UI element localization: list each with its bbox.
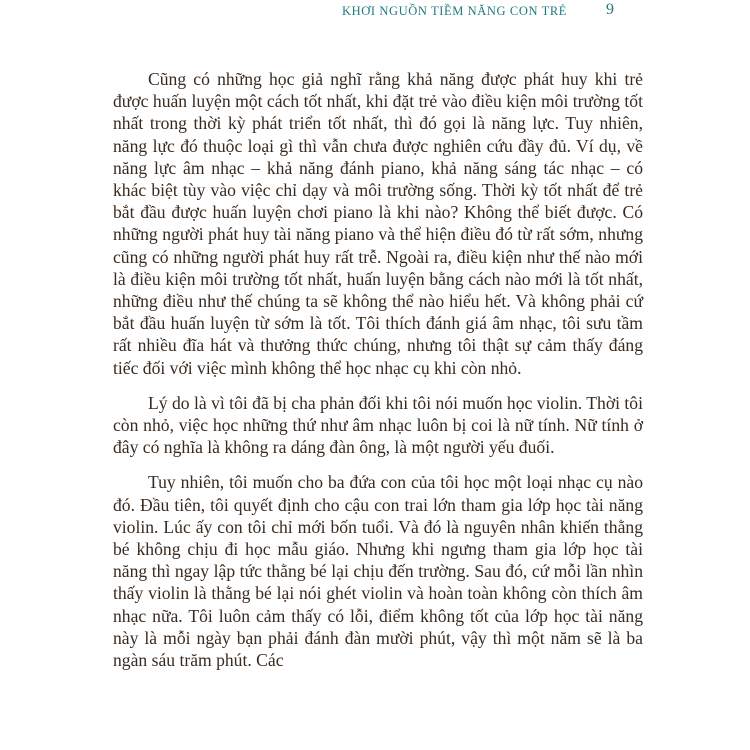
- page-number: 9: [606, 1, 614, 18]
- paragraph: Lý do là vì tôi đã bị cha phản đối khi tôi nói muốn học violin. Thời tôi còn nhỏ, việc học những thứ như âm nhạc luôn bị coi là nữ tính. Nữ tính ở đây có nghĩa là không ra dáng đàn ông, là một người yếu đuối.: [113, 392, 643, 458]
- running-title: KHƠI NGUỒN TIỀM NĂNG CON TRẺ: [342, 4, 568, 18]
- body-text: [113, 68, 643, 684]
- paragraph: Tuy nhiên, tôi muốn cho ba đứa con của tôi học một loại nhạc cụ nào đó. Đầu tiên, tôi quyết định cho cậu con trai lớn tham gia lớp học tài năng violin. Lúc ấy con tôi chỉ mới bốn tuổi. Và đó là nguyên nhân khiến thằng bé không chịu đi học mẫu giáo. Nhưng khi ngưng tham gia lớp học tài năng thì ngay lập tức thằng bé lại chịu đến trường. Sau đó, cứ mỗi lần nhìn thấy violin là thằng bé lại nói ghét violin và hoàn toàn không còn thích âm nhạc nữa. Tôi luôn cảm thấy có lỗi, điểm không tốt của lớp học tài năng này là mỗi ngày bạn phải đánh đàn mười phút, vậy thì một năm sẽ là ba ngàn sáu trăm phút. Các: [113, 472, 643, 671]
- paragraph: Cũng có những học giả nghĩ rằng khả năng được phát huy khi trẻ được huấn luyện một cách tốt nhất, khi đặt trẻ vào điều kiện môi trường tốt nhất trong thời kỳ phát triển tốt nhất, thì đó gọi là năng lực. Tuy nhiên, năng lực đó thuộc loại gì thì vẫn chưa được nghiên cứu đầy đủ. Ví dụ, về năng lực âm nhạc – khả năng đánh piano, khả năng sáng tác nhạc – có khác biệt tùy vào việc chỉ dạy và môi trường sống. Thời kỳ tốt nhất để trẻ bắt đầu được huấn luyện chơi piano là khi nào? Không thể biết được. Có những người phát huy tài năng piano và thể hiện điều đó từ rất sớm, nhưng cũng có những người phát huy rất trễ. Ngoài ra, điều kiện như thế nào mới là điều kiện môi trường tốt nhất, huấn luyện bằng cách nào mới là tốt nhất, những điều như thế chúng ta sẽ không thể nào hiểu hết. Và không phải cứ bắt đầu huấn luyện từ sớm là tốt. Tôi thích đánh giá âm nhạc, tôi sưu tầm rất nhiều đĩa hát và thưởng thức chúng, nhưng tôi thật sự cảm thấy đáng tiếc đối với việc mình không thể học nhạc cụ khi còn nhỏ.: [113, 69, 643, 378]
